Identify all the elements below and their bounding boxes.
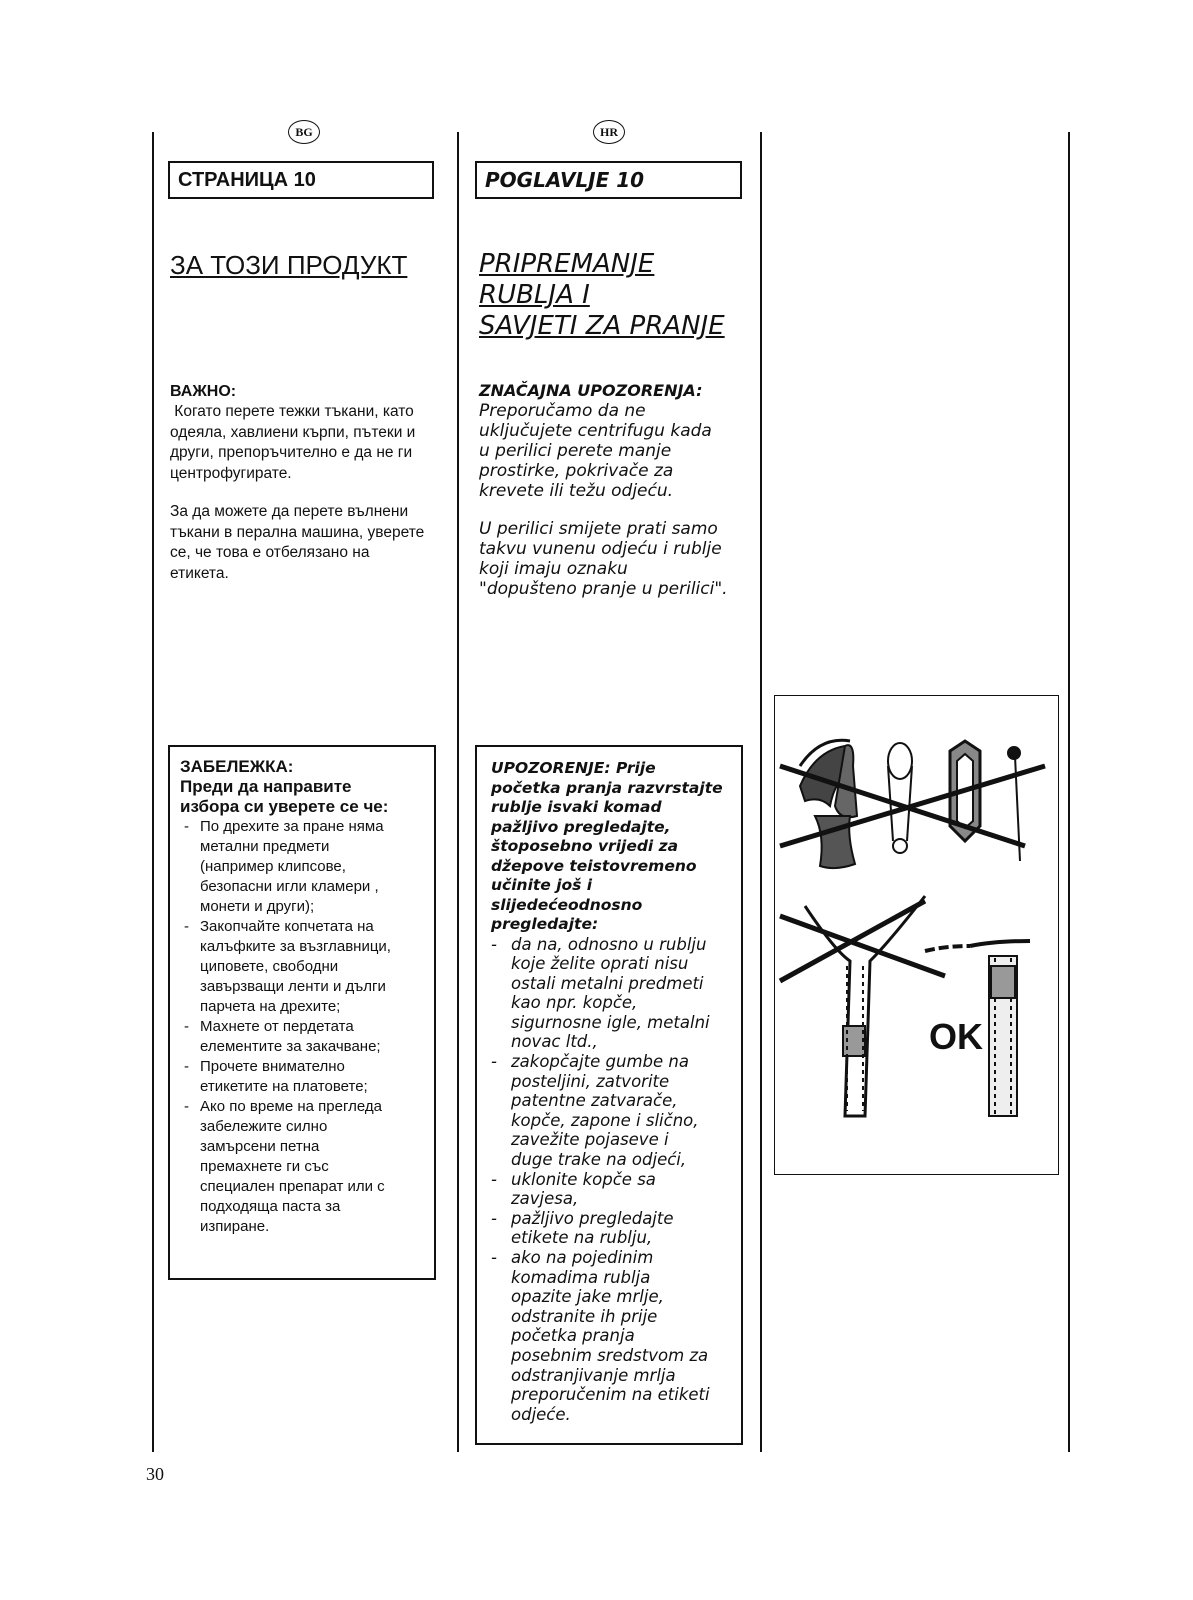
text-line: Закопчайте копчетата на [200,918,374,935]
heading-line: SAVJETI ZA PRANJE [479,311,725,341]
note-intro-bg [180,777,424,817]
heading-line: RUBLJA I [479,280,590,310]
heading-hr [479,249,725,342]
column-divider-2 [457,132,459,1452]
text-line: odjeće. [511,1404,571,1424]
text-line: sigurnosne igle, metalni [511,1012,710,1032]
text-line: ako na pojedinim [511,1248,654,1267]
text-line: uklonite kopče sa [511,1169,656,1189]
text-line: UPOZORENJE: Prije [491,759,656,777]
list-item: - ako na pojedinim komadima rublja opazite jake mrlje, odstranite ih prije početka pranja posebnim sredstvom za odstranjivanje mrlja preporučenim na etiketi odjeće. [491,1248,737,1424]
text-line: koji imaju oznaku [479,559,628,579]
text-line: Когато перете тежки тъкани, като [170,403,414,420]
text-line: одеяла, хавлиени кърпи, пътеки и [170,423,416,441]
text-line: ostali metalni predmeti [511,973,704,993]
list-item: - По дрехите за пране няма метални предмети (например клипсове, безопасни игли кламери , монети и други); [184,817,424,917]
text-line: učinite još i [491,876,593,894]
list-item: - pažljivo pregledajte etikete na rublju, [491,1209,737,1248]
text-line: džepove teistovremeno [491,856,697,875]
text-line: тъкани в перална машина, уверете [170,523,425,541]
text-line: pregledajte: [491,915,599,933]
text-line: odstranjivanje mrlja [511,1365,676,1385]
text-line: patentne zatvarače, [511,1091,678,1111]
list-item: - da na, odnosno u rublju koje želite oprati nisu ostali metalni predmeti kao npr. kopče, sigurnosne igle, metalni novac ltd., [491,935,737,1053]
note-box-bg [168,745,436,1280]
list-item: - Махнете от пердетата елементите за закачване; [184,1017,424,1057]
text-line: премахнете ги със [200,1158,329,1175]
text-line: koje želite oprati nisu [511,954,689,974]
text-line: preporučenim na etiketi [511,1385,710,1405]
note-box-hr [475,745,743,1445]
bra-icon [800,740,857,868]
text-line: "dopušteno pranje u perilici". [479,579,728,599]
text-line: етикетите на платовете; [200,1078,368,1095]
text-line: rublje isvaki komad [491,798,662,816]
list-item: - Ако по време на прегледа забележите силно замърсени петна премахнете ги със специален препарат или с подходяща паста за изпиране. [184,1097,424,1237]
wool-text-bg [170,502,440,584]
language-badge-bg: BG [288,120,320,144]
page-number: 30 [146,1464,164,1484]
wool-text-hr [479,519,754,599]
text-line: odstranite ih prije [511,1306,658,1326]
text-line: Преди да направите [180,777,352,796]
text-line: u perilici perete manje [479,441,672,461]
text-line: циповете, свободни [200,958,339,975]
list-item: - zakopčajte gumbe na posteljini, zatvorite patentne zatvarače, kopče, zapone i slično, zavežite pojaseve i duge trake na odjeći, [491,1052,737,1170]
section-title-hr: POGLAVLJE 10 [475,161,742,199]
text-line: завързващи ленти и дълги [200,978,386,995]
text-line: изпиране. [200,1218,270,1235]
text-line: da na, odnosno u rublju [511,934,707,954]
text-line: prostirke, pokrivače za [479,461,674,481]
list-item: - Прочете внимателно етикетите на платовете; [184,1057,424,1097]
illustration-svg [775,696,1057,1173]
text-line: парчета на дрехите; [200,998,341,1015]
text-line: елементите за закачване; [200,1038,381,1055]
text-line: zavjesa, [511,1189,579,1209]
text-line: posebnim sredstvom za [511,1345,709,1365]
column-divider-4 [1068,132,1070,1452]
note-list-hr [491,935,737,1425]
text-line: pažljivo pregledajte [511,1208,674,1228]
list-item: - uklonite kopče sa zavjesa, [491,1170,737,1209]
heading-line: PRIPREMANJE [479,249,655,279]
text-line: калъфките за възглавници, [200,938,391,955]
text-line: početka pranja razvrstajte [491,778,723,797]
text-line: Ако по време на прегледа [200,1098,382,1115]
text-line: подходяща паста за [200,1198,341,1215]
column-divider-1 [152,132,154,1452]
text-line: etikete na rublju, [511,1228,653,1248]
text-line: duge trake na odjeći, [511,1150,687,1170]
text-line: uključujete centrifugu kada [479,421,712,441]
text-line: забележите силно [200,1118,328,1135]
text-line: специален препарат или с [200,1178,385,1195]
note-list-bg [180,817,424,1237]
text-line: безопасни игли кламери , [200,878,379,895]
text-line: slijedećeodnosno [491,895,643,914]
text-line: монети и други); [200,898,315,915]
section-title-bg: СТРАНИЦА 10 [168,161,434,199]
text-line: замърсени петна [200,1138,320,1155]
important-text-hr [479,401,749,501]
text-line: Прочете внимателно [200,1058,345,1075]
safety-pin-icon [888,743,912,853]
text-line: По дрехите за пране няма [200,818,384,835]
text-line: posteljini, zatvorite [511,1071,670,1091]
open-zipper-icon [805,896,970,1116]
text-line: се, че това е отбелязано на [170,544,370,561]
text-line: pažljivo pregledajte, [491,817,671,836]
text-line: етикета. [170,564,229,582]
text-line: избора си уверете се че: [180,797,389,816]
text-line: početka pranja [511,1326,635,1346]
note-intro-hr [491,759,737,935]
text-line: komadima rublja [511,1267,651,1287]
text-line: други, препоръчително е да не ги [170,444,413,461]
important-title-bg: ВАЖНО: [170,383,237,400]
heading-bg: ЗА ТОЗИ ПРОДУКТ [170,250,408,280]
text-line: U perilici smijete prati samo [479,519,718,539]
ok-label: OK [929,1016,983,1057]
text-line: novac ltd., [511,1032,598,1052]
text-line: takvu vunenu odjeću i rublje [479,539,722,559]
text-line: За да можете да перете вълнени [170,503,409,520]
important-title-hr: ZNAČAJNA UPOZORENJA: [479,381,703,400]
text-line: zavežite pojaseve i [511,1130,669,1150]
text-line: Махнете от пердетата [200,1018,354,1035]
text-line: (например клипсове, [200,858,346,875]
text-line: kao npr. kopče, [511,993,638,1013]
text-line: štoposebno vrijedi za [491,837,679,855]
illustration-box [774,695,1059,1175]
text-line: kopče, zapone i slično, [511,1110,699,1130]
note-title-bg: ЗАБЕЛЕЖКА: [180,757,294,776]
text-line: opazite jake mrlje, [511,1287,664,1307]
text-line: krevete ili težu odjeću. [479,481,674,501]
column-divider-3 [760,132,762,1452]
text-line: центрофугирате. [170,464,292,482]
text-line: Preporučamo da ne [479,401,646,421]
text-line: метални предмети [200,838,330,855]
list-item: - Закопчайте копчетата на калъфките за възглавници, циповете, свободни завързващи ленти и дълги парчета на дрехите; [184,917,424,1017]
language-badge-hr: HR [593,120,625,144]
important-text-bg [170,402,440,484]
text-line: zakopčajte gumbe na [511,1052,689,1072]
